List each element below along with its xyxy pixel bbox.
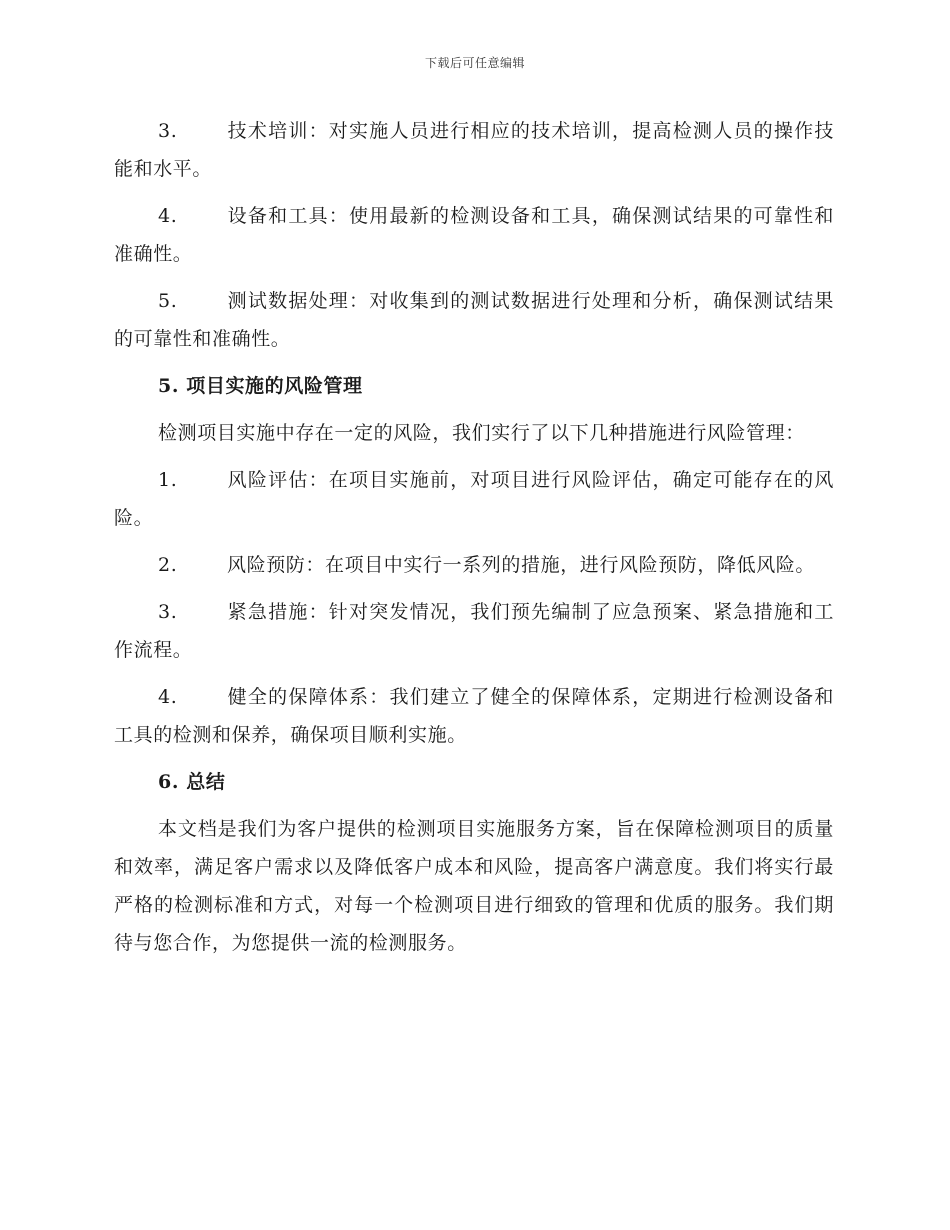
section-heading: 6. 总结 <box>158 771 226 793</box>
list-item <box>114 461 834 537</box>
list-number: 3. <box>158 601 178 623</box>
summary-paragraph: 本文档是我们为客户提供的检测项目实施服务方案，旨在保障检测项目的质量和效率，满足客户需求以及降低客户成本和风险，提高客户满意度。我们将实行最严格的检测标准和方式，对每一个检测项目进行细致的管理和优质的服务。我们期待与您合作，为您提供一流的检测服务。 <box>114 818 834 954</box>
list-number: 5. <box>158 290 178 312</box>
list-text: 技术培训：对实施人员进行相应的技术培训，提高检测人员的操作技能和水平。 <box>114 120 834 180</box>
list-item <box>114 197 834 273</box>
list-text: 设备和工具：使用最新的检测设备和工具，确保测试结果的可靠性和准确性。 <box>114 205 834 265</box>
list-item <box>114 678 834 754</box>
section-heading: 5. 项目实施的风险管理 <box>158 375 363 397</box>
list-text: 测试数据处理：对收集到的测试数据进行处理和分析，确保测试结果的可靠性和准确性。 <box>114 290 834 350</box>
list-item <box>114 546 834 584</box>
list-text: 风险预防：在项目中实行一系列的措施，进行风险预防，降低风险。 <box>227 554 816 576</box>
list-text: 风险评估：在项目实施前，对项目进行风险评估，确定可能存在的风险。 <box>114 469 834 529</box>
list-text: 紧急措施：针对突发情况，我们预先编制了应急预案、紧急措施和工作流程。 <box>114 601 834 661</box>
section-intro: 检测项目实施中存在一定的风险，我们实行了以下几种措施进行风险管理： <box>158 422 805 444</box>
list-number: 4. <box>158 686 178 708</box>
list-text: 健全的保障体系：我们建立了健全的保障体系，定期进行检测设备和工具的检测和保养，确保项目顺利实施。 <box>114 686 834 746</box>
list-number: 1. <box>158 469 178 491</box>
list-item <box>114 112 834 188</box>
list-item <box>114 282 834 358</box>
document-body <box>114 112 834 971</box>
list-item <box>114 593 834 669</box>
list-number: 3. <box>158 120 178 142</box>
page-header: 下载后可任意编辑 <box>424 56 525 70</box>
list-number: 4. <box>158 205 178 227</box>
list-number: 2. <box>158 554 178 576</box>
